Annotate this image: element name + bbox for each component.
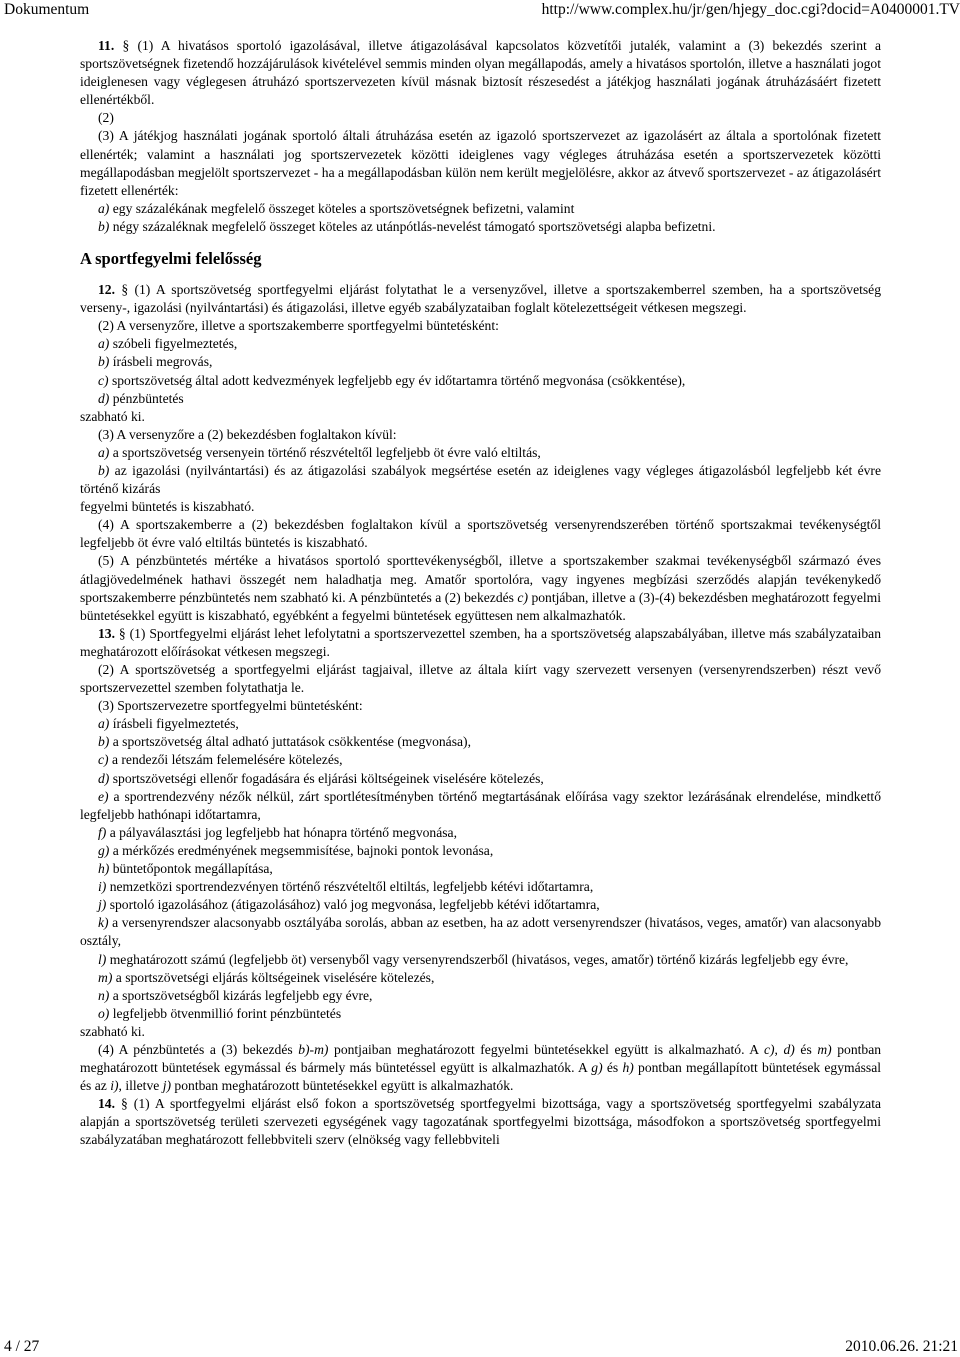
list-item-12-2-c: c) sportszövetség által adott kedvezmények legfeljebb egy év időtartamra történő megvonása (csökkentése), <box>98 372 686 388</box>
section-link-14[interactable]: § <box>121 1096 134 1112</box>
list-item-13-3-m: m) a sportszövetségi eljárás költségeinek viselésére kötelezés, <box>98 969 435 985</box>
list-item-12-2-b: b) írásbeli megrovás, <box>98 354 213 370</box>
list-item-12-3-b: b) az igazolási (nyilvántartási) és az átigazolási szabályok megsértése esetén az ideiglenes vagy végleges átigazolásból legfeljebb két évre történő kizárás <box>80 462 881 497</box>
section-heading: A sportfegyelmi felelősség <box>80 249 262 269</box>
paragraph-13-3: (3) Sportszervezetre sportfegyelmi büntetésként: <box>98 698 363 714</box>
section-number-12: 12. <box>98 282 122 298</box>
list-item-13-3-j: j) sportoló igazolásához (átigazolásához) való jog megvonása, legfeljebb kétévi időtartamra, <box>98 897 600 913</box>
paragraph-11-2: (2) <box>98 110 114 126</box>
header-url: http://www.complex.hu/jr/gen/hjegy_doc.cgi?docid=A0400001.TV <box>541 1 960 18</box>
list-item-13-3-e: e) a sportrendezvény nézők nélkül, zárt sportlétesítményben történő megtartásának előírása vagy szektor lezárásának elrendelése, mindkettő legfeljebb hathónapi időtartamra, <box>80 788 881 822</box>
paragraph-12-3-end: fegyelmi büntetés is kiszabható. <box>80 499 255 515</box>
paragraph-12-4: (4) A sportszakemberre a (2) bekezdésben foglaltakon kívül a sportszövetség versenyrendszerében történő sportszakmai tevékenységtől legfeljebb öt évre való eltiltás büntetés is kiszabható. <box>80 517 881 551</box>
list-item-13-3-l: l) meghatározott számú (legfeljebb öt) versenyből vagy versenyrendszerből (hivatásos, veges, amatőr) történő kizárás legfeljebb egy évre, <box>98 951 849 967</box>
paragraph-13-4: (4) A pénzbüntetés a (3) bekezdés b)-m) pontjaiban meghatározott fegyelmi büntetésekkel együtt is alkalmazható. A c), d) és m) pontban meghatározott büntetések egymással és bármely más büntetéssel együtt is alkalmazhatók. A g) és h) pontban megállapított büntetések egymással és az i), illetve j) pontban meghatározott büntetésekkel együtt is alkalmazhatók. <box>80 1041 882 1094</box>
section-number-13: 13. <box>98 625 119 641</box>
list-item-13-3-b: b) a sportszövetség által adható juttatások csökkentése (megvonása), <box>98 734 471 750</box>
list-item-13-3-g: g) a mérkőzés eredményének megsemmisítése, bajnoki pontok levonása, <box>98 842 494 858</box>
list-item-12-3-a: a) a sportszövetség versenyein történő részvételtől legfeljebb öt évre való eltiltás, <box>98 444 541 460</box>
list-item-13-3-a: a) írásbeli figyelmeztetés, <box>98 716 239 732</box>
browser-print-footer <box>0 1337 960 1357</box>
paragraph-12-3: (3) A versenyzőre a (2) bekezdésben foglaltakon kívül: <box>98 426 397 442</box>
paragraph-13-1: 13. § (1) Sportfegyelmi eljárást lehet lefolytatni a sportszervezettel szemben, ha a sportszövetség alapszabályában, illetve más szabályzataiban meghatározott előírásokat vétkesen megszegi. <box>80 625 881 659</box>
section-number-14: 14. <box>98 1096 121 1112</box>
section-link-11[interactable]: § <box>122 38 138 53</box>
page-number: 4 / 27 <box>4 1338 40 1355</box>
list-item-13-3-f: f) a pályaválasztási jog legfeljebb hat hónapra történő megvonása, <box>98 824 457 840</box>
section-number-11: 11. <box>98 38 123 53</box>
paragraph-13-3-end: szabható ki. <box>80 1023 145 1039</box>
list-item-13-3-i: i) nemzetközi sportrendezvényen történő részvételtől eltiltás, legfeljebb kétévi időtartamra, <box>98 879 594 895</box>
list-item-13-3-n: n) a sportszövetségből kizárás legfeljebb egy évre, <box>98 987 373 1003</box>
section-link-13[interactable]: § <box>118 625 130 641</box>
list-item-13-3-k: k) a versenyrendszer alacsonyabb osztályába sorolás, abban az esetben, ha az adott versenyrendszer (hivatásos, veges, amatőr) van alacsonyabb osztály, <box>80 915 881 949</box>
list-item-13-3-d: d) sportszövetségi ellenőr fogadására és eljárási költségeinek viselésére kötelezés, <box>98 770 544 786</box>
list-item-12-2-d: d) pénzbüntetés <box>98 390 184 406</box>
paragraph-12-2-end: szabható ki. <box>80 408 145 424</box>
list-item-12-2-a: a) szóbeli figyelmeztetés, <box>98 336 238 352</box>
paragraph-13-2: (2) A sportszövetség a sportfegyelmi eljárást tagjaival, illetve az általa kiírt vagy szervezett versenyen (versenyrendszerben) részt vevő sportszervezettel szemben folytathatja le. <box>80 662 881 696</box>
paragraph-12-1: 12. § (1) A sportszövetség sportfegyelmi eljárást folytathat le a versenyzővel, illetve a sportszakemberrel szemben, ha a sportszövetség verseny-, igazolási (nyilvántartási) és átigazolási, illetve egyéb szabályzataiban foglalt kötelezettségeit vétkesen megszegi. <box>80 282 881 316</box>
list-item-13-3-c: c) a rendezői létszám felemelésére kötelezés, <box>98 752 343 768</box>
list-item-11-b: b) négy százaléknak megfelelő összeget köteles az utánpótlás-nevelést támogató sportszövetségi alapba befizetni. <box>98 218 716 234</box>
browser-print-header <box>0 0 960 20</box>
list-item-11-a: a) egy százalékának megfelelő összeget köteles a sportszövetségnek befizetni, valamint <box>98 200 575 216</box>
print-datetime: 2010.06.26. 21:21 <box>845 1338 958 1355</box>
list-item-13-3-o: o) legfeljebb ötvenmillió forint pénzbüntetés <box>98 1005 342 1021</box>
header-title: Dokumentum <box>4 1 90 18</box>
list-item-13-3-h: h) büntetőpontok megállapítása, <box>98 861 273 877</box>
paragraph-14-1: 14. § (1) A sportfegyelmi eljárást első fokon a sportszövetség sportfegyelmi bizottsága, vagy a sportszövetség sportfegyelmi szabályzata alapján a sportszövetség területi szervezeti egységének vagy tagozatának sportfegyelmi bizottsága, másodfokon a sportszövetség sportfegyelmi szabályzatában meghatározott fellebbviteli szerv (elnökség vagy fellebbviteli <box>80 1096 882 1148</box>
paragraph-12-2: (2) A versenyzőre, illetve a sportszakemberre sportfegyelmi büntetésként: <box>98 318 499 334</box>
paragraph-11-1: 11. § (1) A hivatásos sportoló igazolásával, illetve átigazolásával kapcsolatos közvetítői jutalék, valamint a (3) bekezdés szerint a sportszövetségnek fizetendő hozzájárulások kivételével semmis minden olyan megállapodás, amely a hivatásos sportolón, illetve a használati jogot ideiglenesen vagy véglegesen átruházó sportszervezeten kívül másnak biztosít részesedést a játékjog használati jogának átruházásáért fizetett ellenértékből. <box>80 38 881 108</box>
document-body <box>80 37 881 1150</box>
section-link-12[interactable]: § <box>121 282 135 298</box>
paragraph-11-3: (3) A játékjog használati jogának sportoló általi átruházása esetén az igazoló sportszervezet az igazolásért az általa a sportolónak fizetett ellenérték; valamint a használati jog sportszervezetek közötti ideiglenes vagy végleges átruházása esetén a sportszervezetek közötti megállapodásban megjelölt sportszervezet - ha a megállapodásban külön nem került megjelölésre, akkor az átvevő sportszervezet - az átigazolásért fizetett ellenérték: <box>80 128 881 198</box>
paragraph-12-5: (5) A pénzbüntetés mértéke a hivatásos sportoló sporttevékenységből, illetve a sportszakember szakmai tevékenységből származó éves átlagjövedelmének hathavi összegét nem haladhatja meg. Amatőr sportolóra, vagy ingyenes megbízási szerződés alapján tevékenykedő sportszakemberre pénzbüntetés nem szabható ki. A pénzbüntetés a (2) bekezdés c) pontjában, illetve a (3)-(4) bekezdésben meghatározott fegyelmi büntetésekkel együtt is kiszabható, egyébként a fegyelmi büntetések együttesen nem alkalmazhatók. <box>80 553 881 623</box>
